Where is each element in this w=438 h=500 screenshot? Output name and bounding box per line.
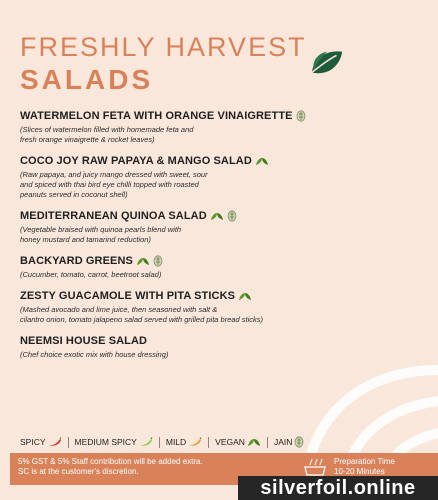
menu-item-name xyxy=(20,290,420,302)
vegan-icon xyxy=(238,291,252,301)
menu-item-name xyxy=(20,335,420,347)
menu-item-name xyxy=(20,210,420,222)
menu-item xyxy=(20,335,420,360)
legend-label: MEDIUM SPICY xyxy=(74,437,137,447)
menu-item-title: BACKYARD GREENS xyxy=(20,255,133,267)
prep-time-label: Preparation Time xyxy=(334,457,395,466)
menu-item-name xyxy=(20,155,420,167)
orange-chilli-icon xyxy=(188,437,202,447)
legend-item xyxy=(274,436,304,448)
menu-item-title: ZESTY GUACAMOLE WITH PITA STICKS xyxy=(20,290,236,302)
page-title-line1: FRESHLY HARVEST xyxy=(20,32,307,62)
menu-item-title: NEEMSI HOUSE SALAD xyxy=(20,335,148,347)
menu-item-description: (Mashed avocado and lime juice, then seasoned with salt & cilantro onion, tomato jalapeno salad served with grilled pita bread sticks) xyxy=(20,305,264,324)
vegan-icon xyxy=(210,211,224,221)
vegan-icon xyxy=(255,156,269,166)
legend-separator xyxy=(208,437,209,448)
leaf-logo-icon xyxy=(308,44,346,82)
tax-note-line1: 5% GST & 5% Staff contribution will be added extra. xyxy=(18,457,203,466)
tax-note xyxy=(18,457,288,477)
legend-separator xyxy=(267,437,268,448)
jain-icon xyxy=(153,255,163,267)
menu-item xyxy=(20,155,420,200)
menu-item-title: WATERMELON FETA WITH ORANGE VINAIGRETTE xyxy=(20,110,293,122)
menu-item xyxy=(20,290,420,325)
menu-items-list xyxy=(20,110,420,370)
legend-item xyxy=(215,437,261,447)
menu-item-name xyxy=(20,255,420,267)
vegan-icon xyxy=(136,256,150,266)
menu-item-description: (Slices of watermelon filled with homemade feta and fresh orange vinaigrette & rocket leaves) xyxy=(20,125,194,144)
legend-label: VEGAN xyxy=(215,437,245,447)
legend-label: MILD xyxy=(165,437,187,447)
menu-item-description: (Chef choice exotic mix with house dressing) xyxy=(20,350,169,359)
vegan-icon xyxy=(247,437,261,447)
cooking-pot-icon xyxy=(302,457,328,477)
menu-item xyxy=(20,110,420,145)
menu-item-title: MEDITERRANEAN QUINOA SALAD xyxy=(20,210,207,222)
prep-time-value: 10-20 Minutes xyxy=(334,467,385,476)
menu-item-title: COCO JOY RAW PAPAYA & MANGO SALAD xyxy=(20,155,252,167)
menu-item xyxy=(20,255,420,280)
legend-separator xyxy=(159,437,160,448)
legend-label: SPICY xyxy=(20,437,46,447)
legend-item xyxy=(75,437,153,447)
menu-item-description: (Vegetable braised with quinoa pearls blend with honey mustard and tamarind reduction) xyxy=(20,225,182,244)
jain-icon xyxy=(294,436,304,448)
legend-label: JAIN xyxy=(273,437,293,447)
page-title-line2: SALADS xyxy=(20,64,154,95)
menu-item-description: (Raw papaya, and juicy mango dressed with sweet, sour and spiced with thai bird eye chilli topped with roasted peanuts served in coconut shell) xyxy=(20,170,208,199)
preparation-time xyxy=(302,457,395,477)
menu-item xyxy=(20,210,420,245)
legend-item xyxy=(20,437,62,447)
jain-icon xyxy=(296,110,306,122)
menu-item-description: (Cucumber, tomato, carrot, beetroot salad) xyxy=(20,270,162,279)
menu-item-name xyxy=(20,110,420,122)
legend-item xyxy=(166,437,202,447)
tax-note-line2: SC is at the customer's discretion. xyxy=(18,467,139,476)
red-chilli-icon xyxy=(48,437,62,447)
legend-separator xyxy=(68,437,69,448)
dietary-legend xyxy=(20,436,304,448)
jain-icon xyxy=(227,210,237,222)
green-chilli-icon xyxy=(139,437,153,447)
watermark: silverfoil.online xyxy=(238,476,438,500)
